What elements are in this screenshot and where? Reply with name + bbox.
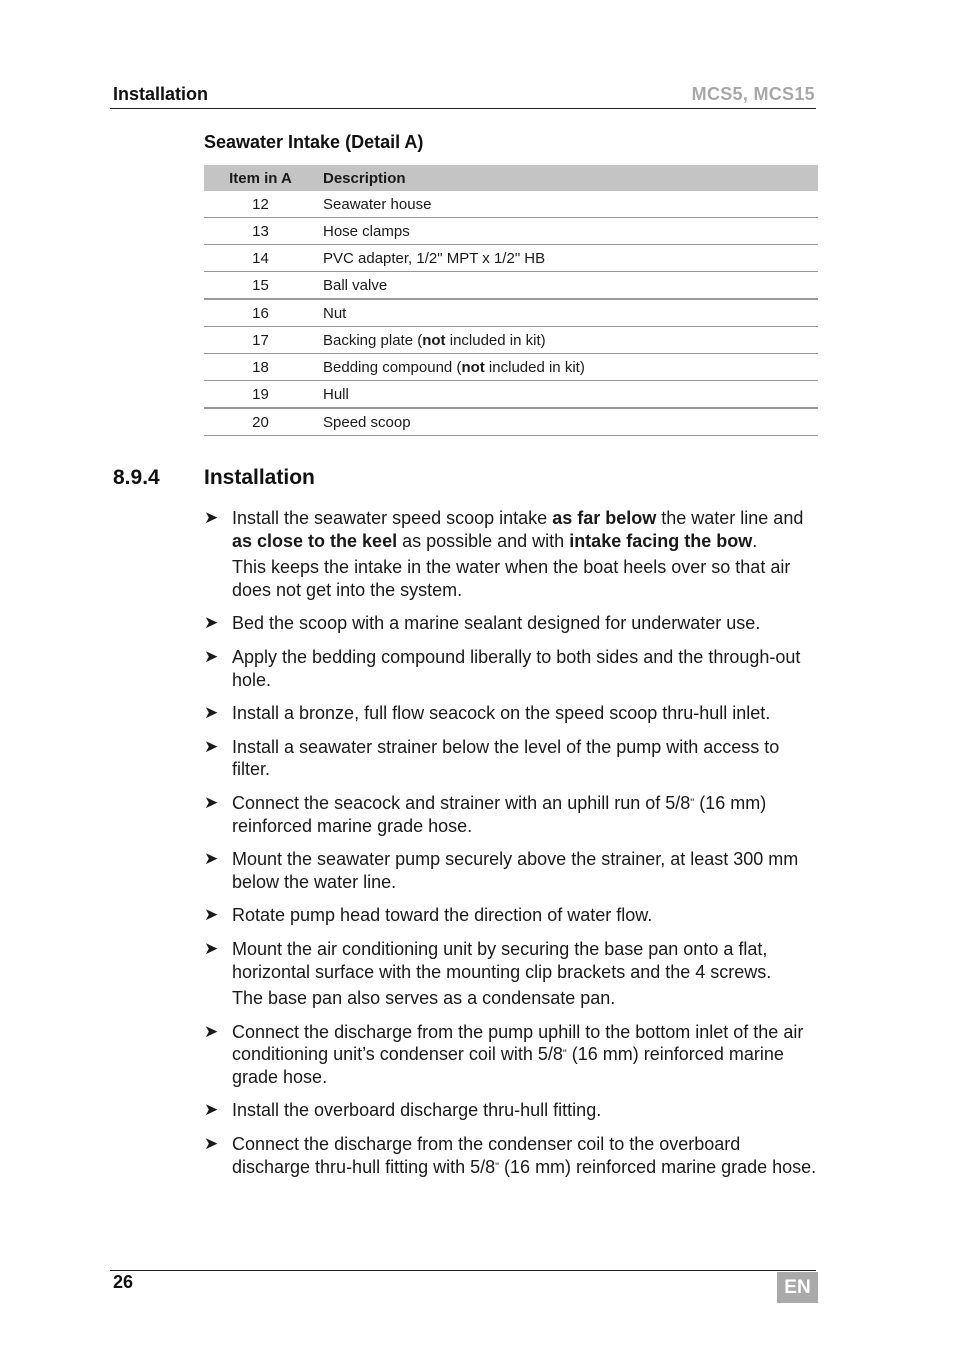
arrow-bullet-icon: ➤ — [204, 646, 219, 666]
list-item — [204, 646, 818, 691]
item-number: 15 — [204, 272, 317, 300]
installation-steps — [204, 507, 818, 1189]
item-number: 20 — [204, 408, 317, 436]
item-number: 13 — [204, 218, 317, 245]
item-description: Ball valve — [317, 272, 818, 300]
arrow-bullet-icon: ➤ — [204, 1100, 219, 1120]
list-item — [204, 1021, 818, 1089]
step-text: Install the overboard discharge thru-hull fitting. — [232, 1100, 602, 1121]
table-row — [204, 245, 818, 272]
item-description: Hull — [317, 381, 818, 409]
page-number: 26 — [113, 1272, 134, 1292]
step-note: This keeps the intake in the water when the boat heels over so that air does not get into the system. — [232, 557, 791, 600]
step-text: Apply the bedding compound liberally to both sides and the through-out hole. — [232, 646, 801, 690]
list-item — [204, 736, 818, 781]
table-row — [204, 327, 818, 354]
step-text: Mount the seawater pump securely above the strainer, at least 300 mm below the water line. — [232, 849, 799, 892]
arrow-bullet-icon: ➤ — [204, 1021, 219, 1041]
item-number: 17 — [204, 327, 317, 354]
list-item — [204, 1099, 818, 1122]
list-item — [204, 507, 818, 601]
section-number: 8.9.4 — [113, 466, 160, 489]
step-note: The base pan also serves as a condensate pan. — [232, 988, 616, 1009]
table-title: Seawater Intake (Detail A) — [204, 132, 424, 152]
list-item — [204, 702, 818, 725]
footer-divider — [110, 1270, 816, 1271]
arrow-bullet-icon: ➤ — [204, 905, 219, 925]
header-divider — [110, 108, 816, 109]
parts-table — [204, 165, 818, 436]
list-item — [204, 938, 818, 1010]
item-description: Backing plate (not included in kit) — [317, 327, 818, 354]
step-text: Rotate pump head toward the direction of water flow. — [232, 905, 653, 926]
item-number: 19 — [204, 381, 317, 409]
step-text: Bed the scoop with a marine sealant designed for underwater use. — [232, 613, 761, 634]
item-description: Hose clamps — [317, 218, 818, 245]
step-text: Connect the discharge from the condenser coil to the overboard discharge thru-hull fitting with 5/8" (16 mm) reinforced marine grade hose. — [232, 1134, 817, 1177]
arrow-bullet-icon: ➤ — [204, 613, 219, 633]
table-row — [204, 272, 818, 300]
arrow-bullet-icon: ➤ — [204, 508, 219, 527]
item-description: Bedding compound (not included in kit) — [317, 354, 818, 381]
table-row — [204, 354, 818, 381]
step-text: Mount the air conditioning unit by securing the base pan onto a flat, horizontal surface with the mounting clip brackets and the 4 screws. — [232, 938, 772, 982]
step-text: Install a seawater strainer below the level of the pump with access to filter. — [232, 736, 780, 780]
item-number: 12 — [204, 191, 317, 218]
step-text: Install a bronze, full flow seacock on the speed scoop thru-hull inlet. — [232, 703, 771, 724]
list-item — [204, 612, 818, 635]
list-item — [204, 848, 818, 893]
step-text: Connect the discharge from the pump uphill to the bottom inlet of the air conditioning unit’s condenser coil with 5/8" (16 mm) reinforced marine grade hose. — [232, 1021, 804, 1087]
arrow-bullet-icon: ➤ — [204, 849, 219, 869]
table-row — [204, 218, 818, 245]
table-row — [204, 381, 818, 409]
list-item — [204, 792, 818, 837]
table-row — [204, 408, 818, 436]
item-description: Seawater house — [317, 191, 818, 218]
item-description: Nut — [317, 299, 818, 327]
arrow-bullet-icon: ➤ — [204, 792, 219, 812]
item-number: 14 — [204, 245, 317, 272]
item-description: PVC adapter, 1/2" MPT x 1/2" HB — [317, 245, 818, 272]
column-header-item: Item in A — [204, 165, 317, 191]
step-text: Connect the seacock and strainer with an uphill run of 5/8" (16 mm) reinforced marine grade hose. — [232, 792, 767, 836]
table-row — [204, 191, 818, 218]
list-item — [204, 904, 818, 927]
table-header-row — [204, 165, 818, 191]
list-item — [204, 1133, 818, 1178]
arrow-bullet-icon: ➤ — [204, 938, 219, 958]
item-number: 18 — [204, 354, 317, 381]
table-row — [204, 299, 818, 327]
item-number: 16 — [204, 299, 317, 327]
arrow-bullet-icon: ➤ — [204, 703, 219, 723]
arrow-bullet-icon: ➤ — [204, 1134, 219, 1154]
column-header-description: Description — [317, 165, 818, 191]
arrow-bullet-icon: ➤ — [204, 736, 219, 756]
running-header-model: MCS5, MCS15 — [691, 84, 815, 104]
running-header-section: Installation — [113, 84, 209, 104]
item-description: Speed scoop — [317, 408, 818, 436]
section-title: Installation — [204, 466, 315, 489]
step-text: Install the seawater speed scoop intake as far below the water line and as close to the keel as possible and with intake facing the bow. — [232, 508, 804, 551]
language-badge: EN — [777, 1272, 818, 1303]
